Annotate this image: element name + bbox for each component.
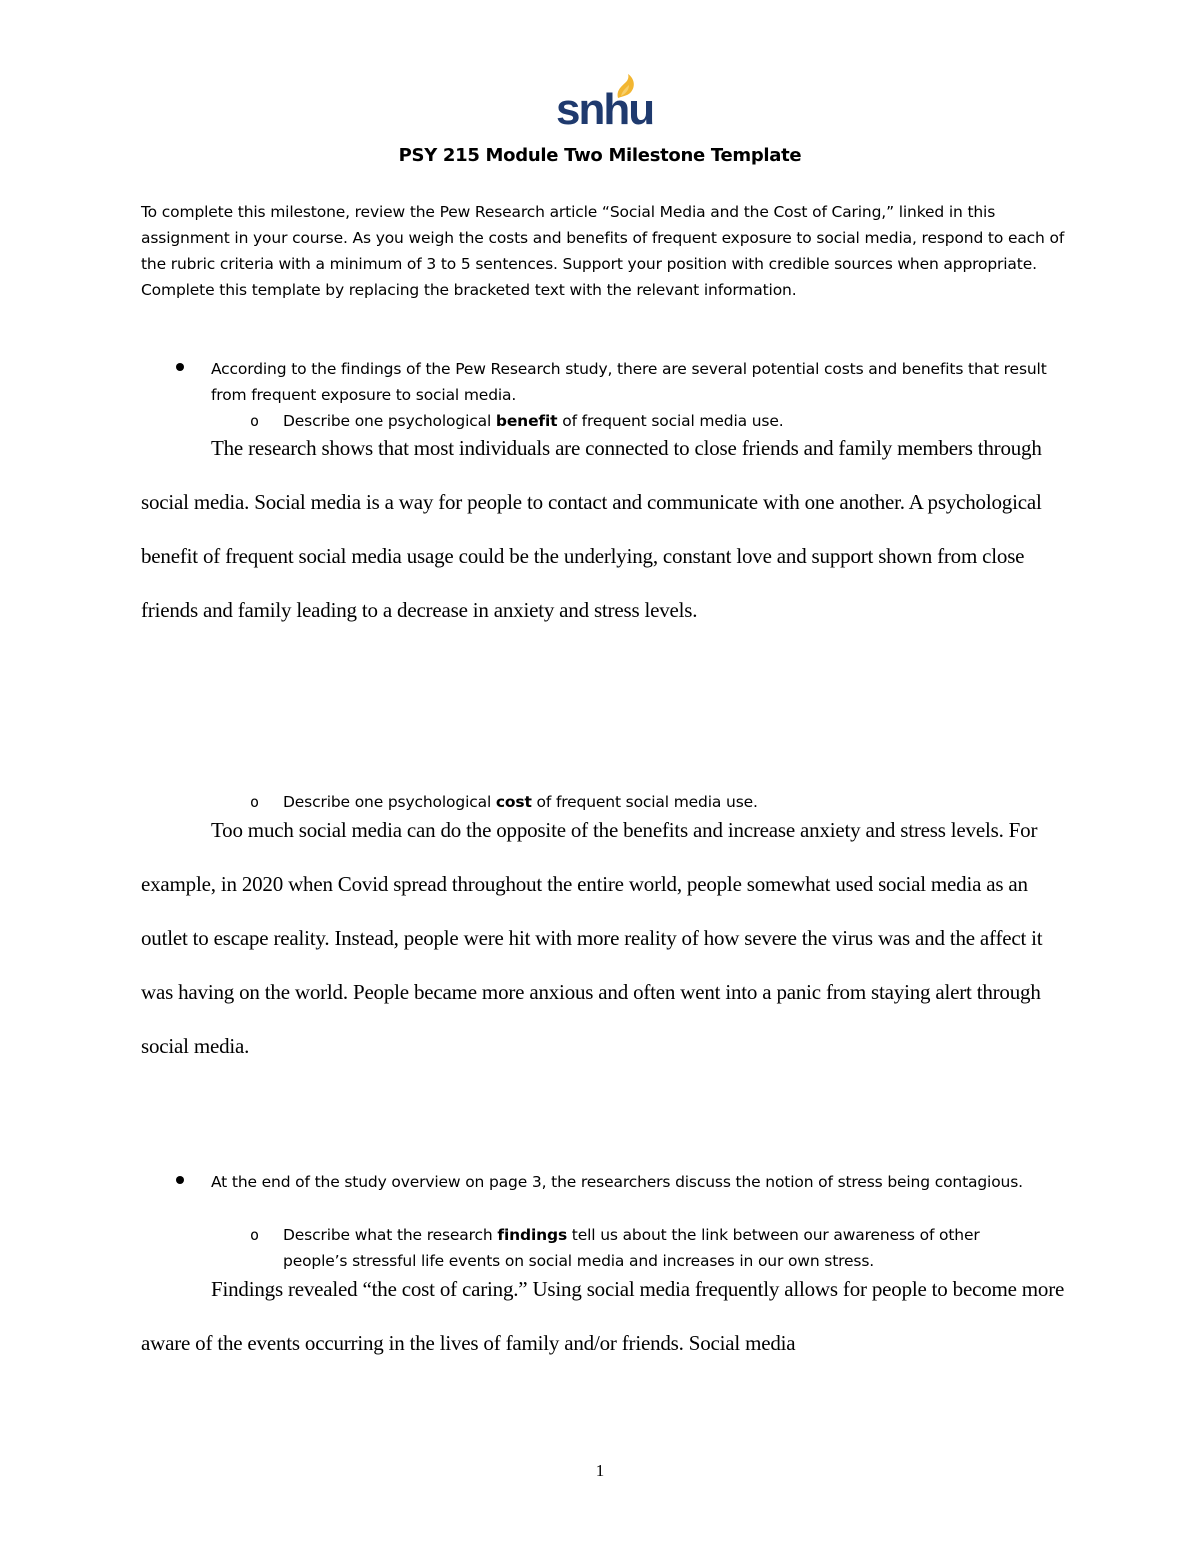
sub-bullet-marker: o	[250, 793, 260, 811]
sub-bullet-suffix: tell us about the link between our awareness of other people’s stressful life events on social media and increases in our own stress.	[283, 1226, 980, 1270]
bullet-icon	[176, 363, 184, 371]
answer-text: The research shows that most individuals are connected to close friends and family members through social media. Social media is a way for people to contact and communicate with one another. A psychological benefit of frequent social media usage could be the underlying, constant love and support shown from close friends and family leading to a decrease in anxiety and stress levels.	[141, 436, 1042, 622]
bullet-icon	[176, 1176, 184, 1184]
intro-paragraph: To complete this milestone, review the Pew Research article “Social Media and the Cost of Caring,” linked in this assignment in your course. As you weigh the costs and benefits of frequent exposure to social media, respond to each of the rubric criteria with a minimum of 3 to 5 sentences. Support your position with credible sources when appropriate. Complete this template by replacing the bracketed text with the relevant information.	[141, 203, 1065, 299]
page-number: 1	[595, 1461, 605, 1480]
sub-bullet-marker: o	[250, 412, 260, 430]
bullet-text: According to the findings of the Pew Research study, there are several potential costs and benefits that result from frequent exposure to social media.	[211, 360, 1047, 404]
sub-bullet-prefix: Describe one psychological	[283, 412, 496, 430]
answer-text: Too much social media can do the opposite of the benefits and increase anxiety and stress levels. For example, in 2020 when Covid spread throughout the entire world, people somewhat used social media as an outlet to escape reality. Instead, people were hit with more reality of how severe the virus was and the affect it was having on the world. People became more anxious and often went into a panic from staying alert through social media.	[141, 818, 1043, 1058]
sub-bullet-marker: o	[250, 1226, 260, 1244]
sub-bullet-prefix: Describe what the research	[283, 1226, 498, 1244]
page-title: PSY 215 Module Two Milestone Template	[398, 145, 802, 166]
sub-bullet-emphasis: findings	[497, 1226, 568, 1244]
sub-bullet-emphasis: benefit	[495, 412, 558, 430]
sub-bullet-emphasis: cost	[495, 793, 532, 811]
snhu-logo	[556, 74, 654, 134]
answer-findings	[141, 1262, 1071, 1370]
logo-wordmark: snhu	[556, 85, 654, 134]
answer-text: Findings revealed “the cost of caring.” Using social media frequently allows for people to become more aware of the events occurring in the lives of family and/or friends. Social media	[141, 1277, 1065, 1355]
sub-bullet-prefix: Describe one psychological	[283, 793, 496, 811]
answer-cost	[141, 803, 1071, 1073]
sub-bullet-suffix: of frequent social media use.	[557, 412, 784, 430]
bullet-text: At the end of the study overview on page 3, the researchers discuss the notion of stress being contagious.	[211, 1173, 1023, 1191]
answer-benefit	[141, 421, 1071, 637]
sub-bullet-suffix: of frequent social media use.	[531, 793, 758, 811]
